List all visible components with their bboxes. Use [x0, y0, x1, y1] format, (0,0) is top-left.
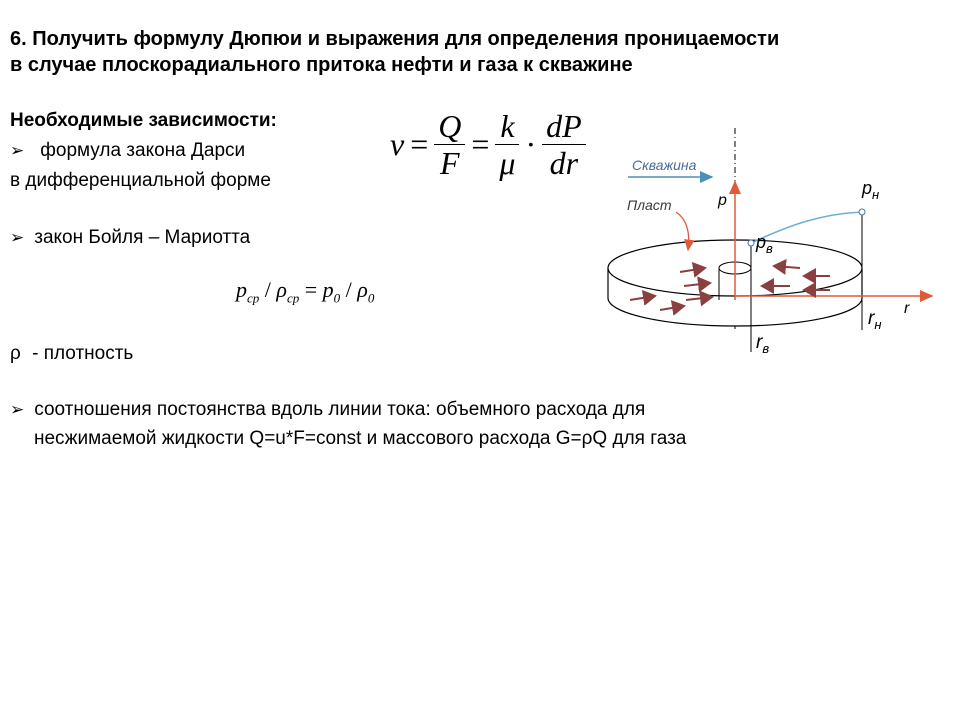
bullet-arrow-icon: ➢	[10, 400, 25, 419]
boyle-slash-2: /	[345, 277, 352, 302]
formula-f: F	[440, 145, 460, 181]
formula-eq-1: =	[410, 126, 429, 162]
formula-dot: ·	[525, 126, 537, 162]
flow-text-line2: несжимаемой жидкости Q=u*F=const и массового расхода G=ρQ для газа	[34, 428, 687, 449]
boyle-p: p	[236, 277, 247, 302]
formula-dr: dr	[549, 145, 579, 181]
formula-mu: μ	[499, 145, 516, 181]
formula-dp: dP	[542, 108, 586, 145]
darcy-text: формула закона Дарси	[40, 140, 246, 161]
well-label: Скважина	[632, 157, 697, 173]
pn-label	[861, 178, 879, 202]
formula-q: Q	[434, 108, 465, 145]
pv-point	[748, 240, 754, 246]
pn-point	[859, 209, 865, 215]
rv-main: r	[756, 332, 763, 353]
rv-label	[756, 332, 769, 356]
r-axis-label: r	[904, 300, 910, 317]
boyle-rho0: ρ	[357, 277, 368, 302]
boyle-slash-1: /	[264, 277, 271, 302]
darcy-text-line2: в дифференциальной форме	[10, 170, 271, 191]
title-line-1: 6. Получить формулу Дюпюи и выражения для определения проницаемости	[10, 28, 780, 50]
pressure-curve	[751, 212, 862, 243]
rv-sub: в	[762, 341, 770, 356]
flow-text-line1: соотношения постоянства вдоль линии тока: объемного расхода для	[34, 399, 646, 420]
bullet-arrow-icon: ➢	[10, 228, 25, 247]
formula-k: k	[495, 108, 519, 145]
boyle-rho: ρ	[276, 277, 287, 302]
rn-main: r	[868, 308, 875, 329]
boyle-sub-3: 0	[333, 290, 341, 306]
bullet-arrow-icon: ➢	[10, 141, 25, 160]
boyle-sub-4: 0	[367, 290, 375, 306]
density-symbol: ρ	[10, 343, 21, 364]
formula-eq-2: =	[471, 126, 490, 162]
density-text: - плотность	[32, 343, 134, 364]
boyle-p0: p	[322, 277, 334, 302]
pn-sub: н	[872, 187, 880, 202]
rn-sub: н	[874, 317, 882, 332]
formula-v: v	[390, 126, 405, 162]
pv-sub: в	[766, 241, 773, 256]
rn-label	[868, 308, 881, 332]
boyle-sub-2: ср	[286, 290, 300, 306]
layer-label: Пласт	[627, 197, 672, 213]
boyle-sub-1: ср	[247, 290, 260, 306]
dependencies-heading: Необходимые зависимости:	[10, 110, 277, 131]
title-line-2: в случае плоскорадиального притока нефти и газа к скважине	[10, 54, 633, 76]
boyle-eq: =	[304, 277, 318, 302]
boyle-text: закон Бойля – Мариотта	[34, 227, 251, 248]
pn-main: p	[862, 178, 873, 198]
p-axis-label: p	[718, 192, 727, 209]
pv-main: p	[756, 232, 767, 252]
